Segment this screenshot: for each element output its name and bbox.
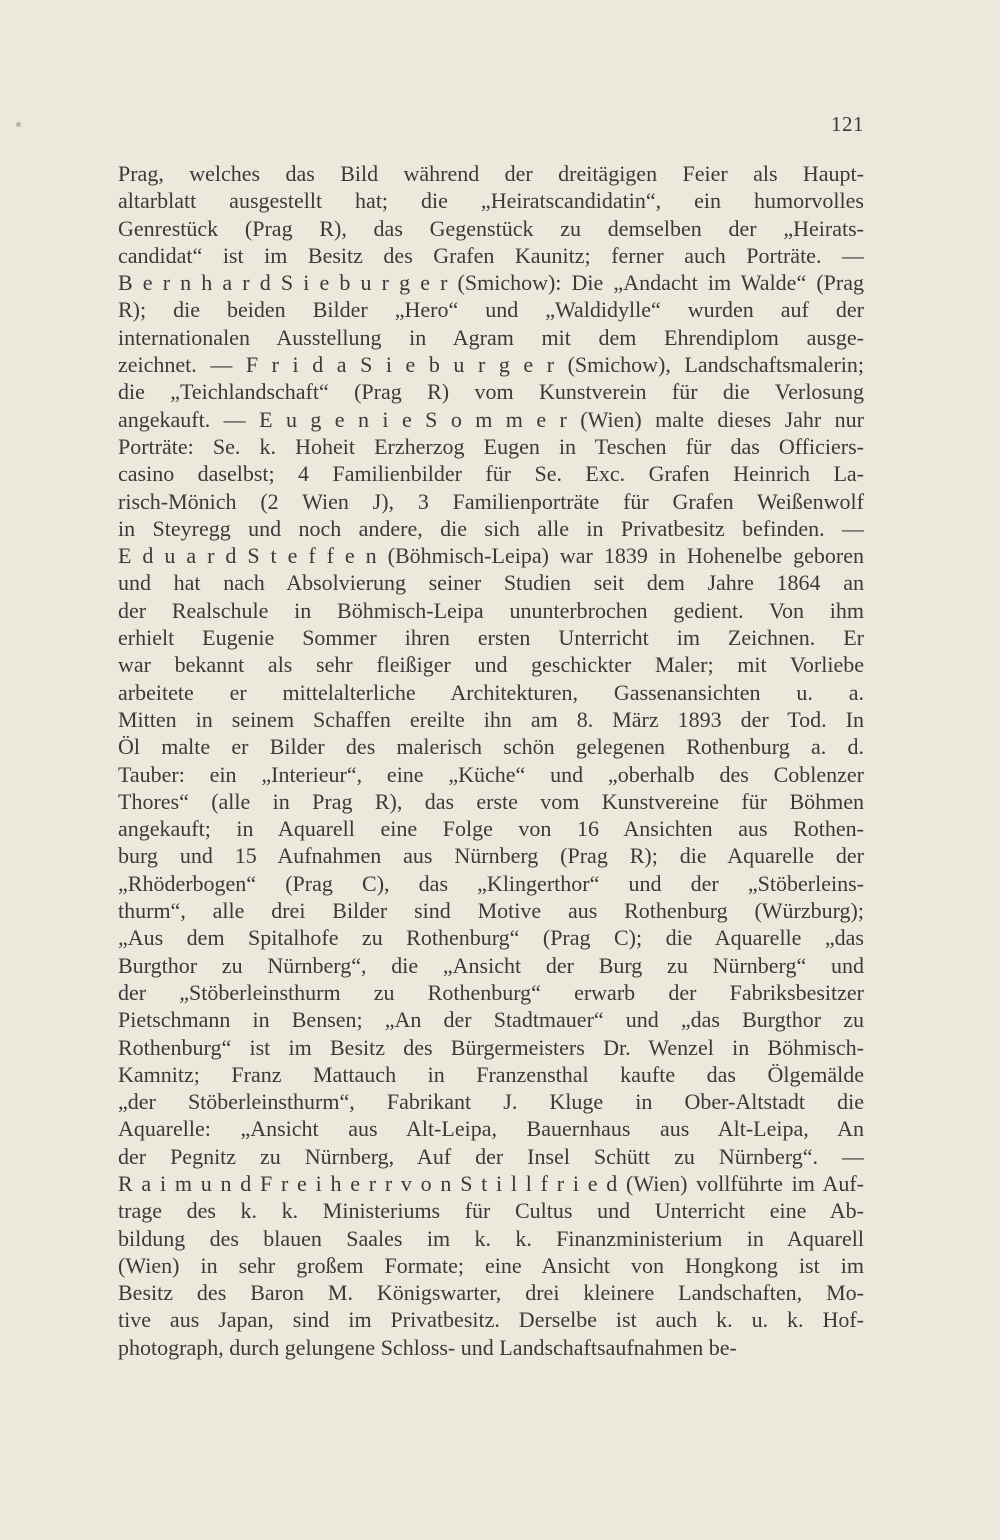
text-line: Burgthor zu Nürnberg“, die „Ansicht der Burg zu Nürnberg“ und [118, 952, 864, 978]
text-line: die „Teichlandschaft“ (Prag R) vom Kunstverein für die Verlosung [118, 379, 864, 405]
body-text [118, 160, 864, 1361]
text-line: „der Stöberleinsthurm“, Fabrikant J. Kluge in Ober-Altstadt die [118, 1089, 864, 1115]
text-line: zeichnet. — F r i d a S i e b u r g e r (Smichow), Landschaftsmalerin; [118, 352, 864, 378]
text-line: E d u a r d S t e f f e n (Böhmisch-Leipa) war 1839 in Hohenelbe geboren [118, 543, 864, 569]
text-line: altarblatt ausgestellt hat; die „Heiratscandidatin“, ein humorvolles [118, 188, 864, 214]
text-line: in Steyregg und noch andere, die sich alle in Privatbesitz befinden. — [118, 515, 864, 541]
text-line: Thores“ (alle in Prag R), das erste vom Kunstvereine für Böhmen [118, 788, 864, 814]
text-line: „Rhöderbogen“ (Prag C), das „Klingerthor“ und der „Stöberleins- [118, 870, 864, 896]
text-line: B e r n h a r d S i e b u r g e r (Smichow): Die „Andacht im Walde“ (Prag [118, 270, 864, 296]
page-dot-mark [16, 122, 21, 127]
text-line: photograph, durch gelungene Schloss- und Landschaftsaufnahmen be- [118, 1334, 737, 1360]
text-line: thurm“, alle drei Bilder sind Motive aus Rothenburg (Würzburg); [118, 898, 864, 924]
text-line: casino daselbst; 4 Familienbilder für Se. Exc. Grafen Heinrich La- [118, 461, 864, 487]
text-line: R); die beiden Bilder „Hero“ und „Waldidylle“ wurden auf der [118, 297, 864, 323]
text-line: candidat“ ist im Besitz des Grafen Kaunitz; ferner auch Porträte. — [118, 242, 864, 268]
text-line: risch-Mönich (2 Wien J), 3 Familienporträte für Grafen Weißenwolf [118, 488, 864, 514]
text-line: Tauber: ein „Interieur“, eine „Küche“ und „oberhalb des Coblenzer [118, 761, 864, 787]
text-line: R a i m u n d F r e i h e r r v o n S t i l l f r i e d (Wien) vollführte im Auf- [118, 1170, 864, 1196]
text-line: angekauft. — E u g e n i e S o m m e r (Wien) malte dieses Jahr nur [118, 406, 864, 432]
text-line: der „Stöberleinsthurm zu Rothenburg“ erwarb der Fabriksbesitzer [118, 979, 864, 1005]
text-line: der Realschule in Böhmisch-Leipa ununterbrochen gedient. Von ihm [118, 597, 864, 623]
text-line: (Wien) in sehr großem Formate; eine Ansicht von Hongkong ist im [118, 1252, 864, 1278]
text-line: Aquarelle: „Ansicht aus Alt-Leipa, Bauernhaus aus Alt-Leipa, An [118, 1116, 864, 1142]
text-line: burg und 15 Aufnahmen aus Nürnberg (Prag R); die Aquarelle der [118, 843, 864, 869]
text-line: Mitten in seinem Schaffen ereilte ihn am 8. März 1893 der Tod. In [118, 706, 864, 732]
page-number: 121 [831, 112, 864, 136]
text-line: Pietschmann in Bensen; „An der Stadtmauer“ und „das Burgthor zu [118, 1007, 864, 1033]
text-line: Prag, welches das Bild während der dreitägigen Feier als Haupt- [118, 161, 864, 186]
text-line: und hat nach Absolvierung seiner Studien seit dem Jahre 1864 an [118, 570, 864, 596]
text-line: Öl malte er Bilder des malerisch schön gelegenen Rothenburg a. d. [118, 734, 864, 760]
text-line: angekauft; in Aquarell eine Folge von 16 Ansichten aus Rothen- [118, 816, 864, 842]
text-line: Porträte: Se. k. Hoheit Erzherzog Eugen in Teschen für das Officiers- [118, 433, 864, 459]
text-line: Kamnitz; Franz Mattauch in Franzensthal kaufte das Ölgemälde [118, 1061, 864, 1087]
text-line: Rothenburg“ ist im Besitz des Bürgermeisters Dr. Wenzel in Böhmisch- [118, 1034, 864, 1060]
text-line: „Aus dem Spitalhofe zu Rothenburg“ (Prag C); die Aquarelle „das [118, 925, 864, 951]
text-line: trage des k. k. Ministeriums für Cultus und Unterricht eine Ab- [118, 1198, 864, 1224]
text-line: Besitz des Baron M. Königswarter, drei kleinere Landschaften, Mo- [118, 1280, 864, 1306]
text-line: internationalen Ausstellung in Agram mit dem Ehrendiplom ausge- [118, 324, 864, 350]
text-line: erhielt Eugenie Sommer ihren ersten Unterricht im Zeichnen. Er [118, 625, 864, 651]
text-line: tive aus Japan, sind im Privatbesitz. Derselbe ist auch k. u. k. Hof- [118, 1307, 864, 1333]
text-line: bildung des blauen Saales im k. k. Finanzministerium in Aquarell [118, 1225, 864, 1251]
text-line: arbeitete er mittelalterliche Architekturen, Gassenansichten u. a. [118, 679, 864, 705]
text-line: war bekannt als sehr fleißiger und geschickter Maler; mit Vorliebe [118, 652, 864, 678]
text-line: Genrestück (Prag R), das Gegenstück zu demselben der „Heirats- [118, 215, 864, 241]
text-line: der Pegnitz zu Nürnberg, Auf der Insel Schütt zu Nürnberg“. — [118, 1143, 864, 1169]
